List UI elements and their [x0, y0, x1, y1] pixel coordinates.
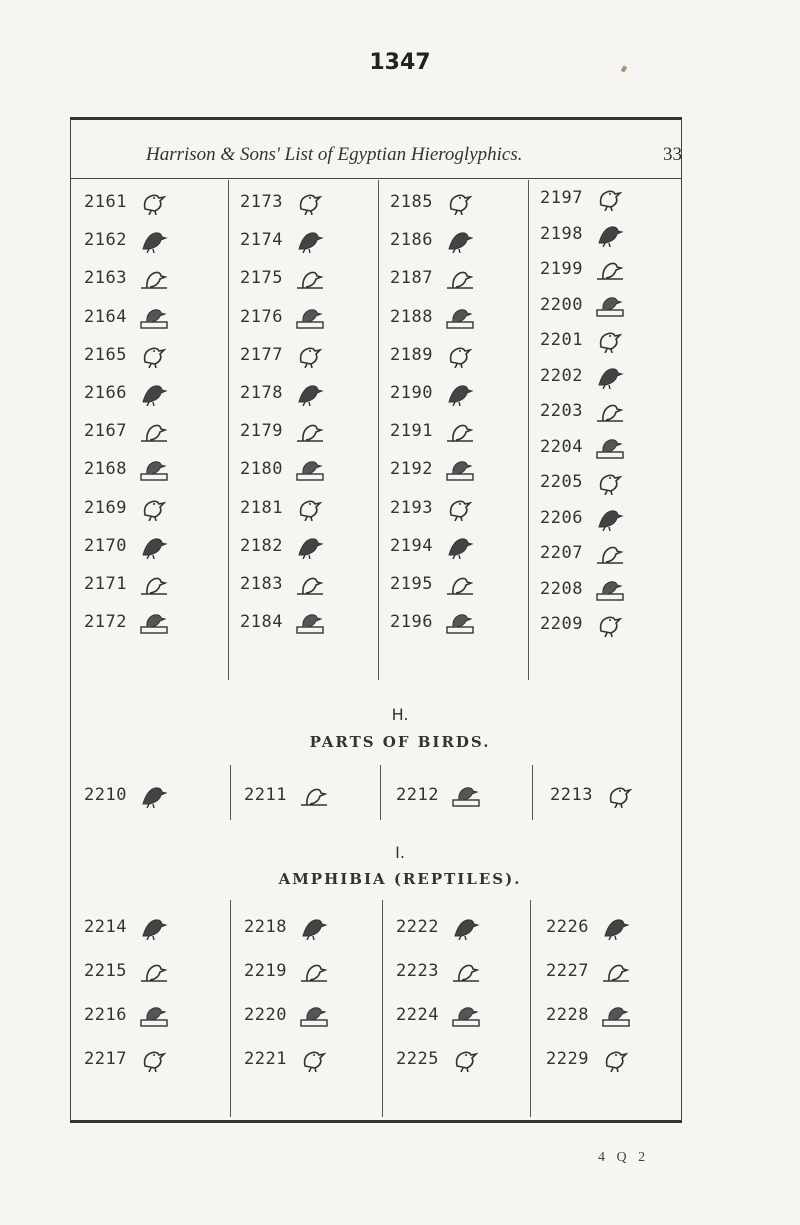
hieroglyph-bird-icon [293, 227, 327, 253]
glyph-number: 2168 [84, 459, 127, 480]
hieroglyph-bird-icon [593, 327, 627, 353]
glyph-entry [240, 379, 327, 407]
glyph-number: 2166 [84, 383, 127, 403]
glyph-entry [540, 184, 627, 212]
glyph-number: 2224 [396, 1005, 439, 1025]
hieroglyph-bird-icon [593, 398, 627, 424]
glyph-entry [396, 781, 483, 809]
glyph-number: 2169 [84, 497, 127, 518]
glyph-entry [84, 455, 171, 483]
hieroglyph-bird-icon [297, 782, 331, 808]
glyph-entry [244, 1045, 331, 1073]
glyph-entry [396, 1001, 483, 1029]
glyph-entry [550, 781, 637, 809]
glyph-number: 2213 [550, 785, 593, 805]
hieroglyph-bird-icon [293, 304, 327, 330]
glyph-entry [546, 913, 633, 941]
hieroglyph-bird-icon [449, 1046, 483, 1072]
glyph-entry [540, 504, 627, 532]
glyph-number: 2170 [84, 535, 127, 556]
glyph-number: 2223 [396, 961, 439, 981]
hieroglyph-bird-icon [593, 363, 627, 389]
column-divider [382, 900, 383, 1117]
glyph-number: 2201 [540, 330, 583, 350]
glyph-number: 2205 [540, 472, 583, 492]
hieroglyph-bird-icon [593, 292, 627, 318]
glyph-entry [84, 608, 171, 636]
glyph-number: 2189 [390, 344, 433, 365]
glyph-number: 2178 [240, 383, 283, 403]
hieroglyph-bird-icon [293, 495, 327, 521]
glyph-entry [240, 608, 327, 636]
glyph-number: 2180 [240, 459, 283, 480]
hieroglyph-bird-icon [293, 418, 327, 444]
glyph-number: 2171 [84, 574, 127, 594]
hieroglyph-bird-icon [593, 611, 627, 637]
column-divider [228, 180, 229, 680]
hieroglyph-bird-icon [137, 189, 171, 215]
hieroglyph-bird-icon [443, 533, 477, 559]
glyph-entry [84, 1045, 171, 1073]
glyph-number: 2229 [546, 1049, 589, 1069]
glyph-entry [244, 957, 331, 985]
hieroglyph-bird-icon [137, 1002, 171, 1028]
section-letter-h: H. [391, 705, 409, 724]
glyph-entry [240, 341, 327, 369]
glyph-entry [396, 913, 483, 941]
hieroglyph-bird-icon [137, 914, 171, 940]
glyph-number: 2191 [390, 421, 433, 442]
glyph-number: 2207 [540, 543, 583, 563]
glyph-entry [546, 1001, 633, 1029]
glyph-number: 2220 [244, 1005, 287, 1025]
glyph-entry [390, 303, 477, 331]
glyph-entry [390, 341, 477, 369]
glyph-entry [390, 532, 477, 560]
hieroglyph-bird-icon [443, 265, 477, 291]
glyph-number: 2215 [84, 961, 127, 981]
hieroglyph-bird-icon [293, 571, 327, 597]
glyph-number: 2167 [84, 421, 127, 442]
hieroglyph-bird-icon [599, 1046, 633, 1072]
glyph-number: 2163 [84, 268, 127, 289]
glyph-entry [84, 341, 171, 369]
glyph-number: 2185 [390, 192, 433, 212]
glyph-entry [540, 397, 627, 425]
glyph-number: 2200 [540, 294, 583, 315]
glyph-number: 2217 [84, 1049, 127, 1069]
hieroglyph-bird-icon [137, 418, 171, 444]
glyph-number: 2181 [240, 497, 283, 518]
glyph-entry [540, 255, 627, 283]
hieroglyph-bird-icon [137, 304, 171, 330]
hieroglyph-bird-icon [443, 304, 477, 330]
glyph-number: 2204 [540, 436, 583, 457]
glyph-entry [396, 1045, 483, 1073]
hieroglyph-bird-icon [443, 380, 477, 406]
hieroglyph-bird-icon [137, 571, 171, 597]
glyph-entry [84, 417, 171, 445]
hieroglyph-bird-icon [593, 540, 627, 566]
glyph-entry [84, 188, 171, 216]
glyph-number: 2175 [240, 268, 283, 289]
glyph-entry [84, 379, 171, 407]
table-header [70, 128, 682, 179]
section-letter-i: I. [395, 843, 405, 862]
hieroglyph-bird-icon [599, 958, 633, 984]
glyph-entry [240, 303, 327, 331]
glyph-entry [540, 362, 627, 390]
glyph-entry [240, 532, 327, 560]
glyph-number: 2208 [540, 578, 583, 599]
glyph-number: 2196 [390, 612, 433, 633]
hieroglyph-bird-icon [593, 469, 627, 495]
hieroglyph-bird-icon [137, 782, 171, 808]
hieroglyph-bird-icon [449, 1002, 483, 1028]
glyph-entry [390, 379, 477, 407]
glyph-number: 2192 [390, 459, 433, 480]
glyph-entry [84, 570, 171, 598]
column-divider [230, 765, 231, 820]
glyph-number: 2211 [244, 785, 287, 805]
glyph-entry [546, 957, 633, 985]
glyph-entry [390, 455, 477, 483]
glyph-entry [240, 417, 327, 445]
glyph-number: 2195 [390, 574, 433, 594]
page-number: 1347 [369, 50, 431, 75]
glyph-number: 2221 [244, 1049, 287, 1069]
hieroglyph-bird-icon [293, 456, 327, 482]
hieroglyph-bird-icon [297, 958, 331, 984]
column-divider [532, 765, 533, 820]
glyph-entry [240, 455, 327, 483]
glyph-number: 2198 [540, 223, 583, 244]
glyph-entry [240, 188, 327, 216]
glyph-entry [540, 539, 627, 567]
glyph-entry [390, 608, 477, 636]
glyph-number: 2172 [84, 612, 127, 633]
glyph-entry [540, 291, 627, 319]
glyph-entry [84, 264, 171, 292]
hieroglyph-bird-icon [599, 1002, 633, 1028]
hieroglyph-bird-icon [297, 1002, 331, 1028]
hieroglyph-bird-icon [137, 456, 171, 482]
column-divider [378, 180, 379, 680]
glyph-number: 2226 [546, 917, 589, 937]
glyph-number: 2174 [240, 230, 283, 251]
hieroglyph-bird-icon [443, 456, 477, 482]
column-divider [528, 180, 529, 680]
glyph-entry [240, 494, 327, 522]
glyph-entry [540, 575, 627, 603]
glyph-entry [396, 957, 483, 985]
hieroglyph-bird-icon [137, 958, 171, 984]
hieroglyph-bird-icon [443, 609, 477, 635]
glyph-number: 2219 [244, 961, 287, 981]
glyph-number: 2193 [390, 497, 433, 518]
glyph-entry [84, 532, 171, 560]
glyph-entry [84, 781, 171, 809]
column-divider [380, 765, 381, 820]
column-divider [230, 900, 231, 1117]
glyph-number: 2199 [540, 259, 583, 279]
glyph-number: 2179 [240, 421, 283, 442]
glyph-number: 2203 [540, 401, 583, 421]
glyph-number: 2206 [540, 507, 583, 528]
glyph-number: 2225 [396, 1049, 439, 1069]
hieroglyph-bird-icon [443, 189, 477, 215]
glyph-entry [240, 264, 327, 292]
hieroglyph-bird-icon [137, 609, 171, 635]
glyph-number: 2164 [84, 306, 127, 327]
hieroglyph-bird-icon [443, 571, 477, 597]
glyph-entry [540, 610, 627, 638]
glyph-number: 2183 [240, 574, 283, 594]
hieroglyph-bird-icon [137, 495, 171, 521]
glyph-entry [390, 494, 477, 522]
hieroglyph-bird-icon [449, 914, 483, 940]
hieroglyph-bird-icon [137, 533, 171, 559]
hieroglyph-bird-icon [293, 342, 327, 368]
section-title-i: AMPHIBIA (REPTILES). [278, 870, 522, 888]
hieroglyph-bird-icon [593, 256, 627, 282]
glyph-number: 2161 [84, 192, 127, 212]
hieroglyph-bird-icon [293, 380, 327, 406]
glyph-entry [390, 188, 477, 216]
glyph-number: 2202 [540, 365, 583, 386]
section-title-h: PARTS OF BIRDS. [309, 733, 491, 751]
glyph-entry [84, 494, 171, 522]
glyph-entry [540, 433, 627, 461]
hieroglyph-bird-icon [449, 958, 483, 984]
glyph-number: 2187 [390, 268, 433, 289]
glyph-number: 2173 [240, 192, 283, 212]
glyph-entry [244, 913, 331, 941]
folio-signature: 4 Q 2 [598, 1150, 650, 1165]
glyph-entry [84, 303, 171, 331]
glyph-number: 2212 [396, 785, 439, 805]
glyph-number: 2184 [240, 612, 283, 633]
hieroglyph-bird-icon [137, 1046, 171, 1072]
hieroglyph-bird-icon [137, 380, 171, 406]
glyph-number: 2227 [546, 961, 589, 981]
glyph-entry [390, 264, 477, 292]
hieroglyph-bird-icon [593, 434, 627, 460]
glyph-entry [84, 957, 171, 985]
glyph-number: 2188 [390, 306, 433, 327]
hieroglyph-bird-icon [293, 189, 327, 215]
glyph-entry [390, 570, 477, 598]
hieroglyph-bird-icon [593, 221, 627, 247]
glyph-number: 2186 [390, 230, 433, 251]
glyph-entry [244, 781, 331, 809]
glyph-entry [390, 226, 477, 254]
list-title: Harrison & Sons' List of Egyptian Hieroglyphics. [146, 144, 523, 165]
glyph-entry [390, 417, 477, 445]
glyph-number: 2209 [540, 614, 583, 634]
hieroglyph-bird-icon [137, 227, 171, 253]
glyph-entry [546, 1045, 633, 1073]
hieroglyph-bird-icon [443, 418, 477, 444]
glyph-number: 2190 [390, 383, 433, 403]
glyph-entry [240, 570, 327, 598]
glyph-number: 2228 [546, 1005, 589, 1025]
glyph-number: 2214 [84, 917, 127, 937]
glyph-number: 2197 [540, 188, 583, 208]
hieroglyph-bird-icon [593, 185, 627, 211]
column-divider [530, 900, 531, 1117]
hieroglyph-bird-icon [293, 265, 327, 291]
glyph-number: 2222 [396, 917, 439, 937]
hieroglyph-bird-icon [297, 1046, 331, 1072]
glyph-entry [240, 226, 327, 254]
hieroglyph-bird-icon [593, 576, 627, 602]
glyph-entry [540, 468, 627, 496]
glyph-entry [84, 226, 171, 254]
glyph-number: 2177 [240, 344, 283, 365]
glyph-entry [540, 220, 627, 248]
hieroglyph-bird-icon [599, 914, 633, 940]
glyph-number: 2210 [84, 785, 127, 805]
glyph-entry [540, 326, 627, 354]
glyph-number: 2176 [240, 306, 283, 327]
list-page-number: 33 [663, 144, 682, 165]
glyph-entry [84, 913, 171, 941]
glyph-number: 2162 [84, 230, 127, 251]
glyph-number: 2182 [240, 535, 283, 556]
hieroglyph-bird-icon [293, 533, 327, 559]
glyph-number: 2218 [244, 917, 287, 937]
hieroglyph-bird-icon [449, 782, 483, 808]
glyph-entry [84, 1001, 171, 1029]
hieroglyph-bird-icon [137, 265, 171, 291]
hieroglyph-bird-icon [443, 342, 477, 368]
hieroglyph-bird-icon [297, 914, 331, 940]
glyph-number: 2194 [390, 535, 433, 556]
hieroglyph-bird-icon [293, 609, 327, 635]
hieroglyph-bird-icon [593, 505, 627, 531]
hieroglyph-bird-icon [443, 227, 477, 253]
glyph-number: 2216 [84, 1005, 127, 1025]
glyph-number: 2165 [84, 344, 127, 365]
hieroglyph-bird-icon [443, 495, 477, 521]
hieroglyph-bird-icon [137, 342, 171, 368]
glyph-entry [244, 1001, 331, 1029]
hieroglyph-bird-icon [603, 782, 637, 808]
